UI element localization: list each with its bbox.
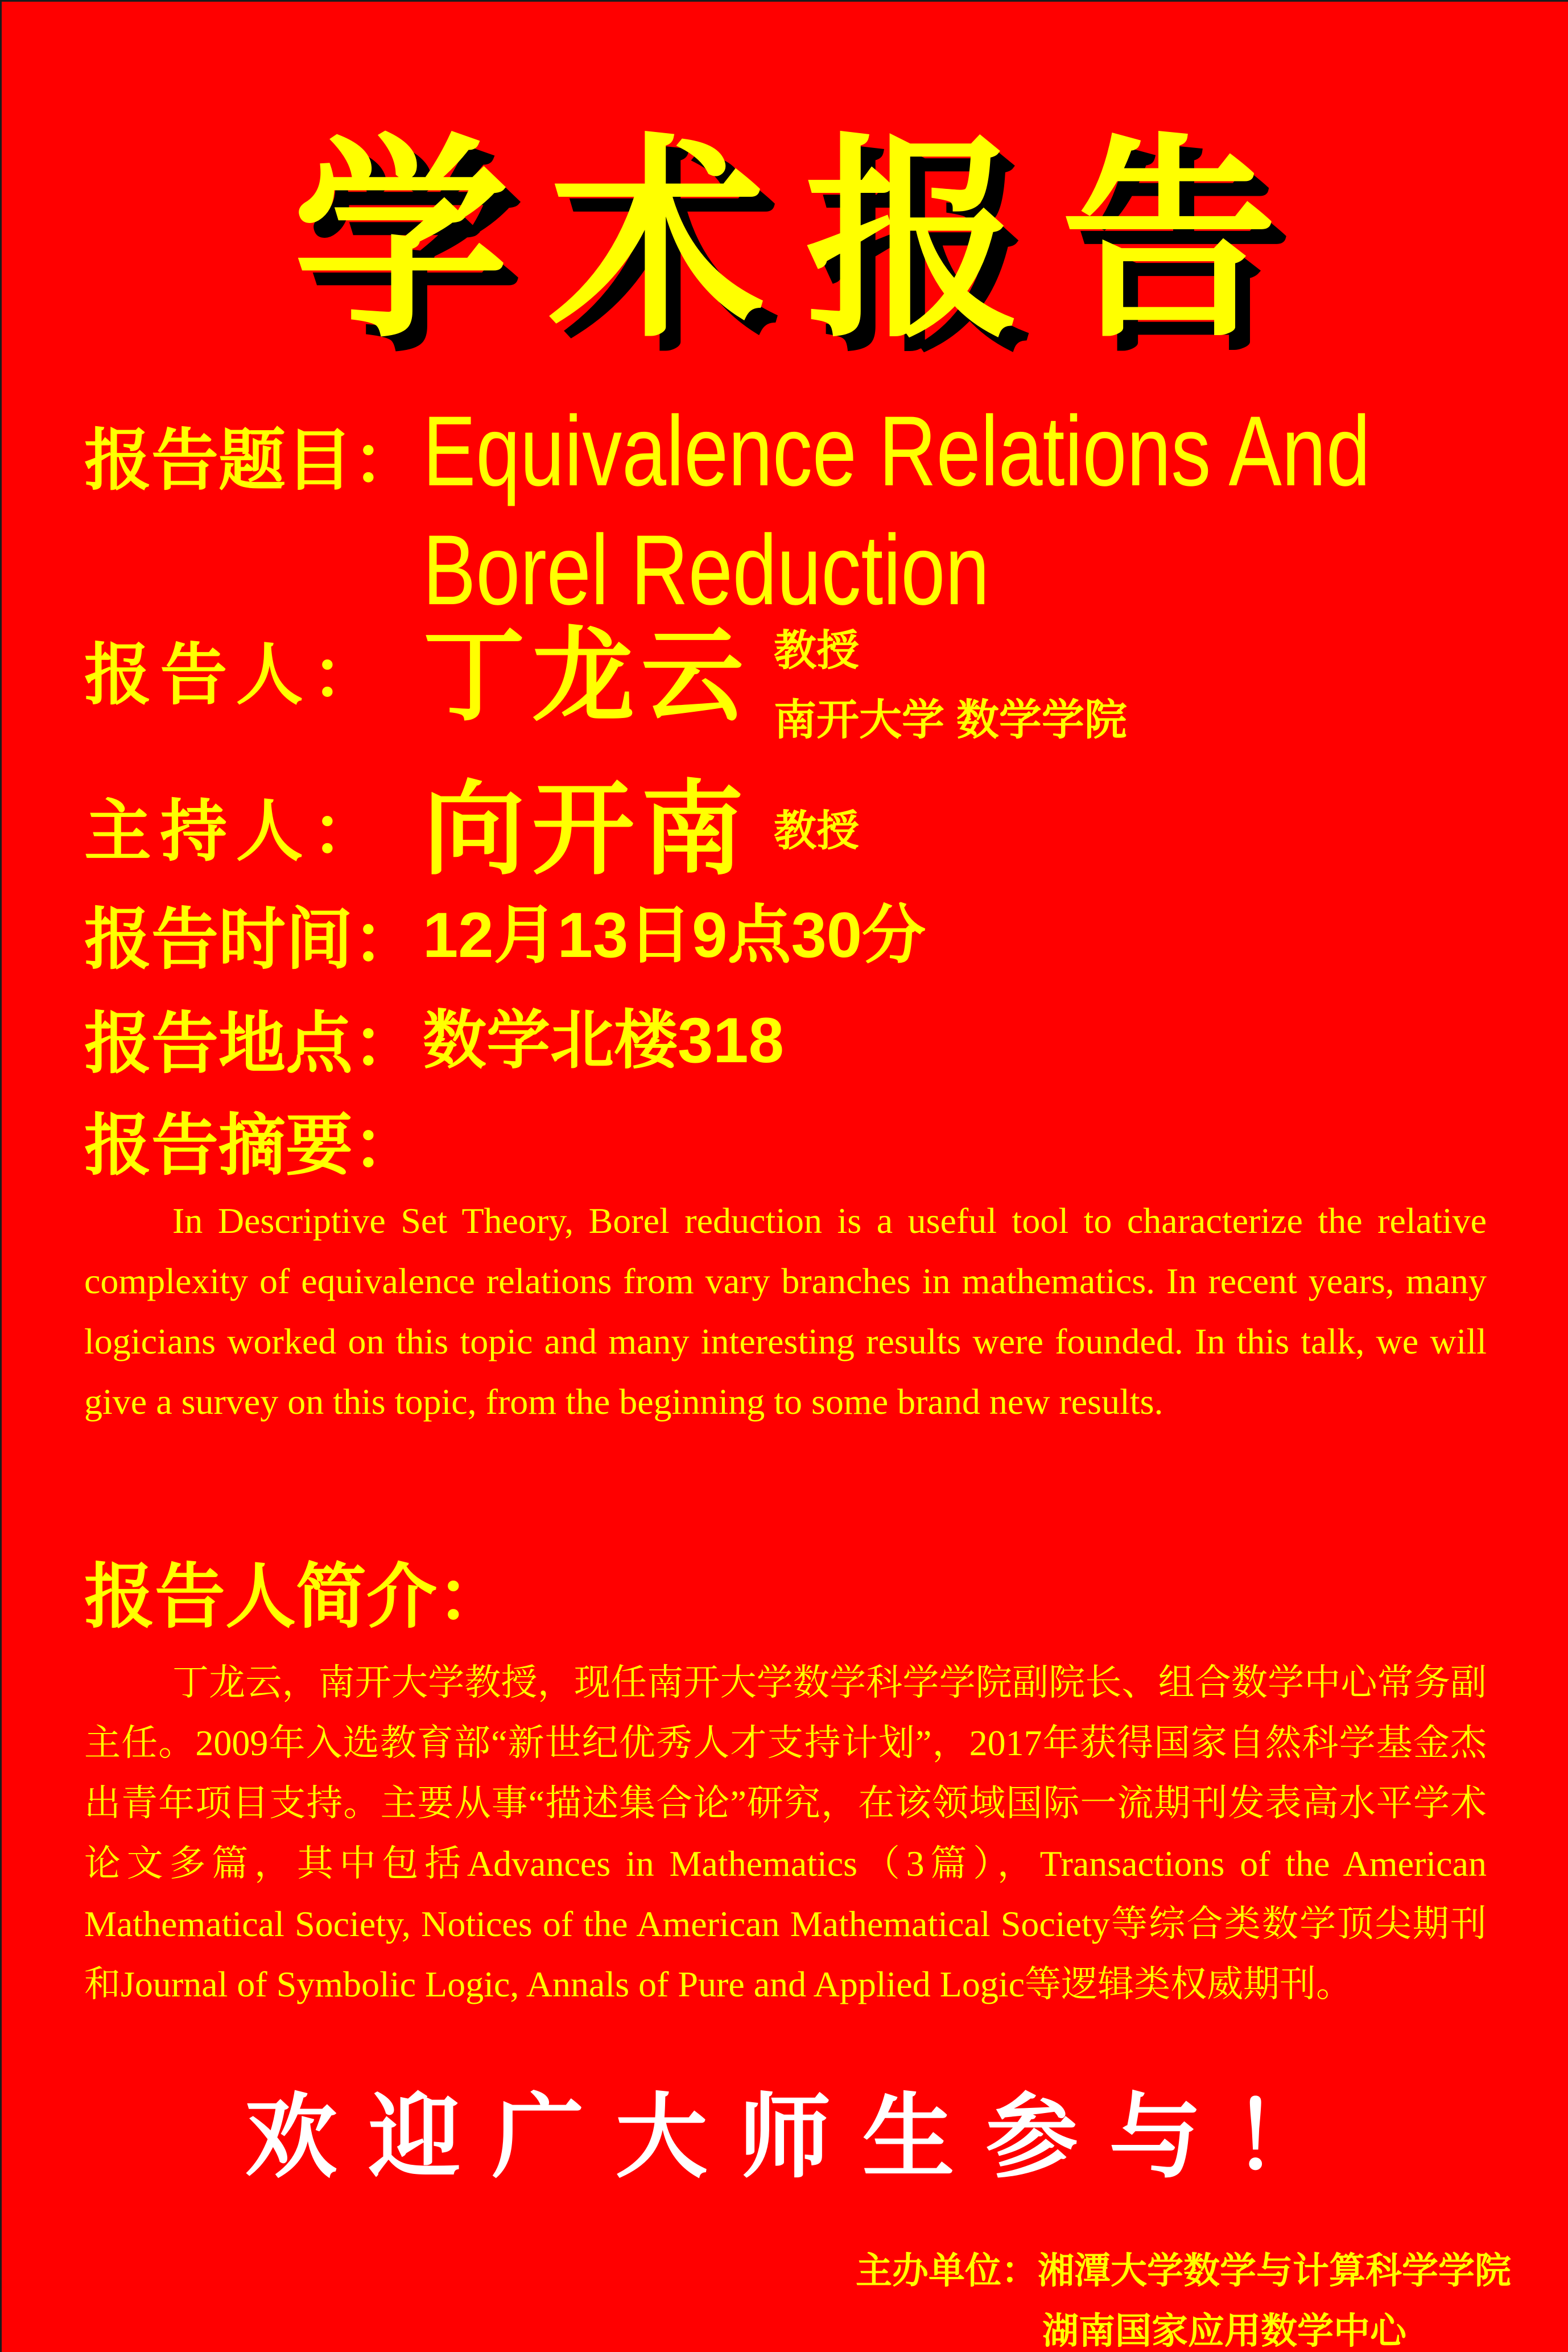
poster-title: 学术报告 <box>292 113 1317 367</box>
host-label: 主持人： <box>84 794 379 869</box>
host-name: 向开南 <box>423 769 751 889</box>
time-value: 12月13日9点30分 <box>423 899 926 971</box>
organizer-label: 主办单位： <box>856 2250 1038 2291</box>
topic-title-line1: Equivalence Relations And <box>423 396 1371 507</box>
speaker-label: 报告人： <box>84 638 379 713</box>
topic-title-line2: Borel Reduction <box>423 515 990 626</box>
organizer-name-1: 湘潭大学数学与计算科学学院 <box>1038 2250 1511 2291</box>
time-label: 报告时间： <box>84 902 420 977</box>
organizer-name-2: 湖南国家应用数学中心 <box>1042 2310 1406 2351</box>
speaker-title: 教授 <box>774 626 860 674</box>
topic-label: 报告题目： <box>84 423 420 498</box>
welcome-message: 欢迎广大师生参与！ <box>245 2083 1356 2191</box>
abstract-label: 报告摘要： <box>84 1108 420 1183</box>
organizer-line <box>856 2250 1511 2292</box>
venue-label: 报告地点： <box>84 1006 420 1082</box>
host-title: 教授 <box>774 807 860 855</box>
venue-value: 数学北楼318 <box>423 1005 784 1076</box>
abstract-text: In Descriptive Set Theory, Borel reduction is a useful tool to characterize the relative complexity of equivalence relations from vary branches in mathematics. In recent years, many logicians worked on this topic and many interesting results were founded. In this talk, we will give a survey on this topic, from the beginning to some brand new results. <box>84 1200 1487 1422</box>
speaker-name: 丁龙云 <box>423 616 751 736</box>
bio-label: 报告人简介： <box>84 1558 508 1636</box>
bio-text: 丁龙云，南开大学教授，现任南开大学数学科学学院副院长、组合数学中心常务副主任。2009年入选教育部“新世纪优秀人才支持计划”，2017年获得国家自然科学基金杰出青年项目支持。主要从事“描述集合论”研究，在该领域国际一流期刊发表高水平学术论文多篇，其中包括Advances in Mathematics（3篇），Transactions of the American Mathematical Society, Notices of the American Mathematical Society等综合类数学顶尖期刊和Journal of Symbolic Logic, Annals of Pure and Applied Logic等逻辑类权威期刊。 <box>84 1662 1487 2004</box>
speaker-affiliation: 南开大学 数学学院 <box>774 696 1127 744</box>
